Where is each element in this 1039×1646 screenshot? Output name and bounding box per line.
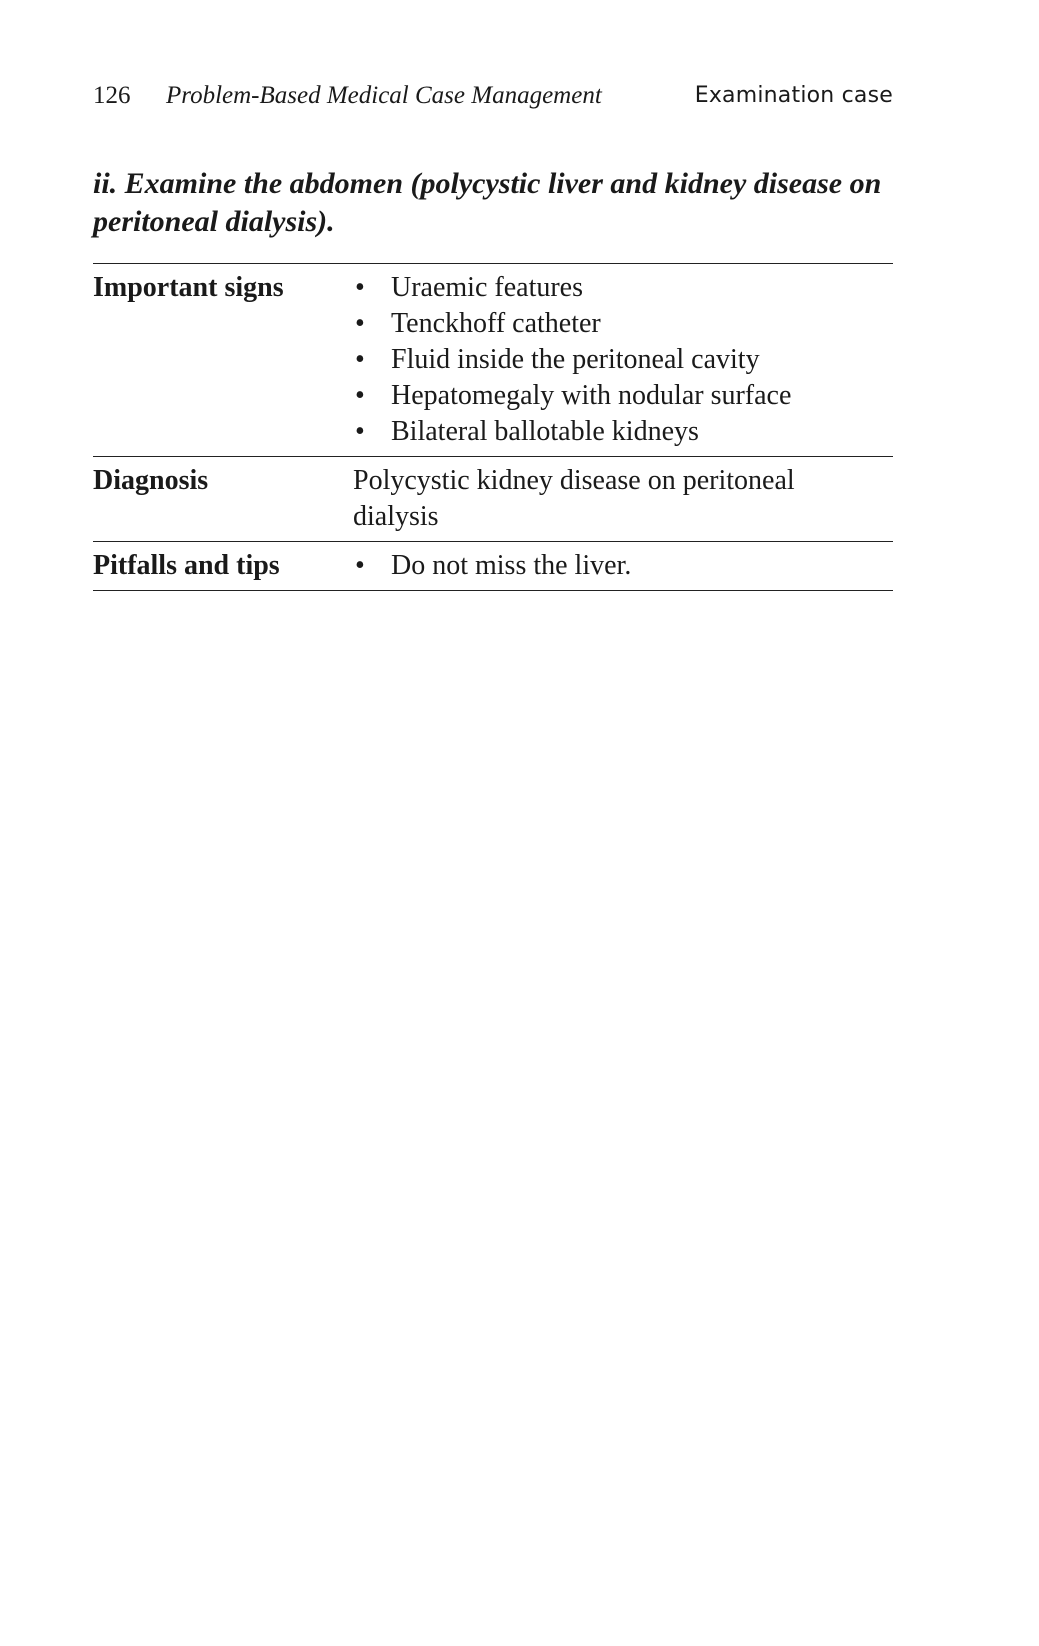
page-number: 126 xyxy=(93,82,131,109)
pitfalls-list xyxy=(353,548,893,584)
row-label-important-signs: Important signs xyxy=(93,272,284,303)
book-title: Problem-Based Medical Case Management xyxy=(166,82,602,109)
section-name: Examination case xyxy=(694,83,893,108)
case-table xyxy=(93,263,893,591)
list-item: • Uraemic features xyxy=(353,270,893,306)
list-item: • Bilateral ballotable kidneys xyxy=(353,414,893,450)
list-item: • Hepatomegaly with nodular surface xyxy=(353,378,893,414)
list-item: • Fluid inside the peritoneal cavity xyxy=(353,342,893,378)
row-important-signs xyxy=(93,264,893,457)
row-pitfalls xyxy=(93,542,893,591)
row-label-diagnosis: Diagnosis xyxy=(93,465,209,496)
row-diagnosis xyxy=(93,457,893,542)
running-head xyxy=(93,82,893,116)
pitfalls-list-container xyxy=(353,548,893,584)
important-signs-list-container xyxy=(353,270,893,450)
row-label-pitfalls: Pitfalls and tips xyxy=(93,550,280,581)
diagnosis-cell xyxy=(353,463,893,535)
list-item: • Do not miss the liver. xyxy=(353,548,893,584)
section-heading: ii. Examine the abdomen (polycystic liver and kidney disease on peritoneal dialysis). xyxy=(93,167,882,238)
important-signs-list xyxy=(353,270,893,450)
diagnosis-text: Polycystic kidney disease on peritoneal dialysis xyxy=(353,465,795,532)
list-item: • Tenckhoff catheter xyxy=(353,306,893,342)
